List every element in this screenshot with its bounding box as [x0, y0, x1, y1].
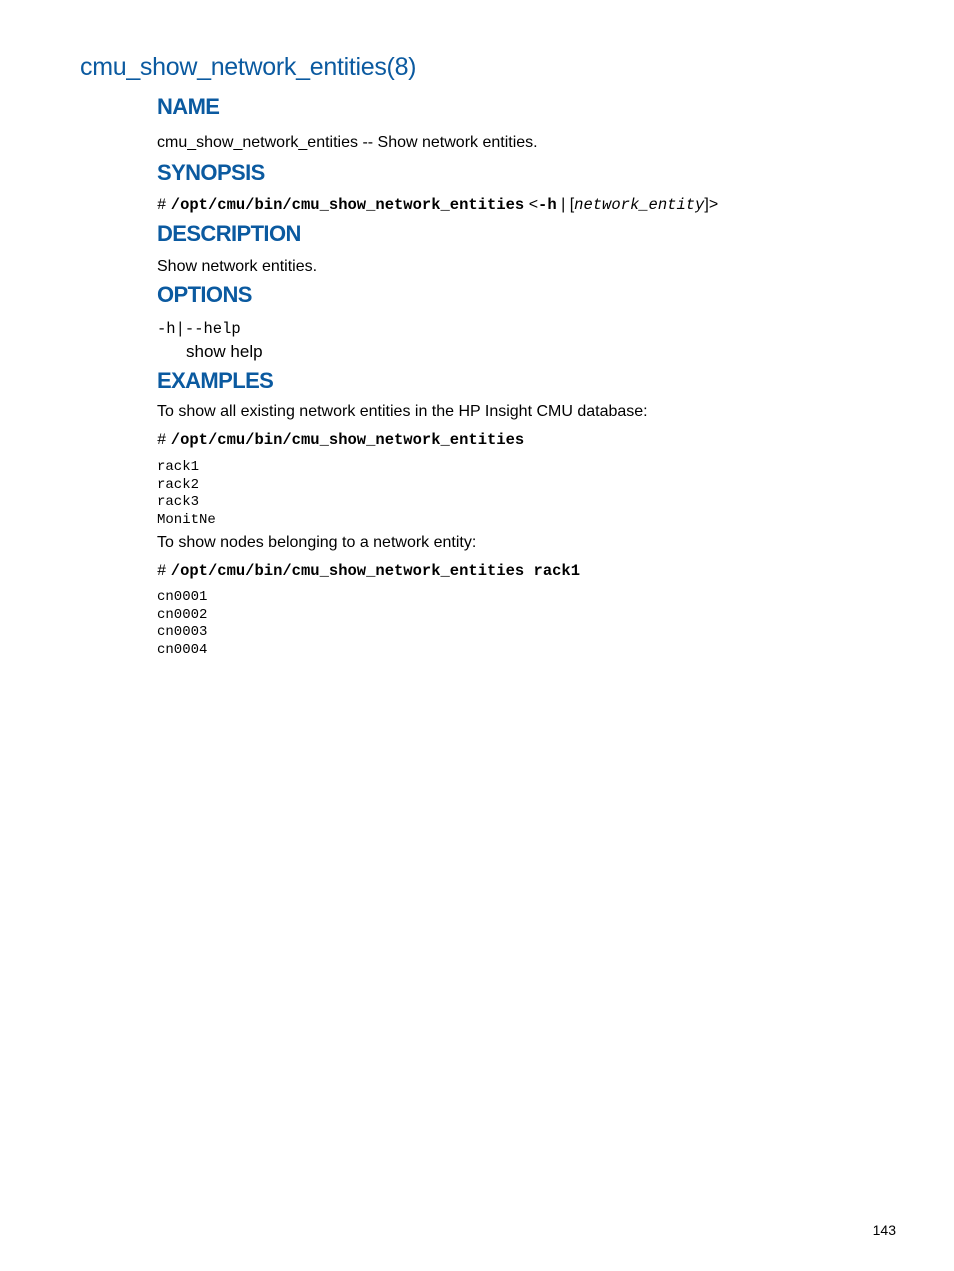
synopsis-prompt: #: [157, 196, 167, 214]
name-text: cmu_show_network_entities -- Show network entities.: [157, 134, 538, 151]
synopsis-argument: network_entity: [574, 196, 705, 214]
example-command-2: /opt/cmu/bin/cmu_show_network_entities rack1: [170, 562, 581, 580]
synopsis-command: /opt/cmu/bin/cmu_show_network_entities: [170, 196, 525, 214]
output-line: rack1: [157, 459, 200, 475]
output-line: cn0002: [157, 606, 208, 623]
synopsis-open-angle: <: [528, 196, 539, 213]
output-line: MonitNe: [157, 511, 216, 528]
page-title: cmu_show_network_entities(8): [80, 53, 417, 81]
synopsis-line: [157, 196, 718, 214]
example-output-2: [157, 589, 207, 659]
description-text: Show network entities.: [157, 258, 318, 275]
output-line: rack3: [157, 494, 200, 511]
option-term: -h|--help: [157, 320, 241, 338]
example-command-line-1: [157, 431, 524, 449]
section-heading-name: NAME: [157, 94, 220, 119]
option-description: show help: [186, 342, 263, 361]
output-line: cn0004: [157, 641, 208, 658]
section-heading-description: DESCRIPTION: [157, 221, 301, 246]
example-intro-1: To show all existing network entities in the HP Insight CMU database:: [157, 403, 648, 420]
example-prompt-1: #: [157, 431, 167, 449]
example-intro-2: To show nodes belonging to a network entity:: [157, 534, 477, 551]
synopsis-separator: | [: [556, 196, 575, 213]
example-output-1: [157, 459, 216, 529]
synopsis-flag: -h: [538, 196, 557, 214]
synopsis-close: ]>: [704, 196, 719, 213]
page-number: 143: [872, 1222, 896, 1238]
example-command-line-2: [157, 562, 580, 580]
section-heading-options: OPTIONS: [157, 282, 252, 307]
output-line: cn0001: [157, 589, 208, 605]
section-heading-examples: EXAMPLES: [157, 368, 274, 393]
section-heading-synopsis: SYNOPSIS: [157, 160, 265, 185]
output-line: cn0003: [157, 624, 208, 641]
output-line: rack2: [157, 476, 200, 493]
example-command-1: /opt/cmu/bin/cmu_show_network_entities: [170, 431, 525, 449]
example-prompt-2: #: [157, 562, 167, 580]
